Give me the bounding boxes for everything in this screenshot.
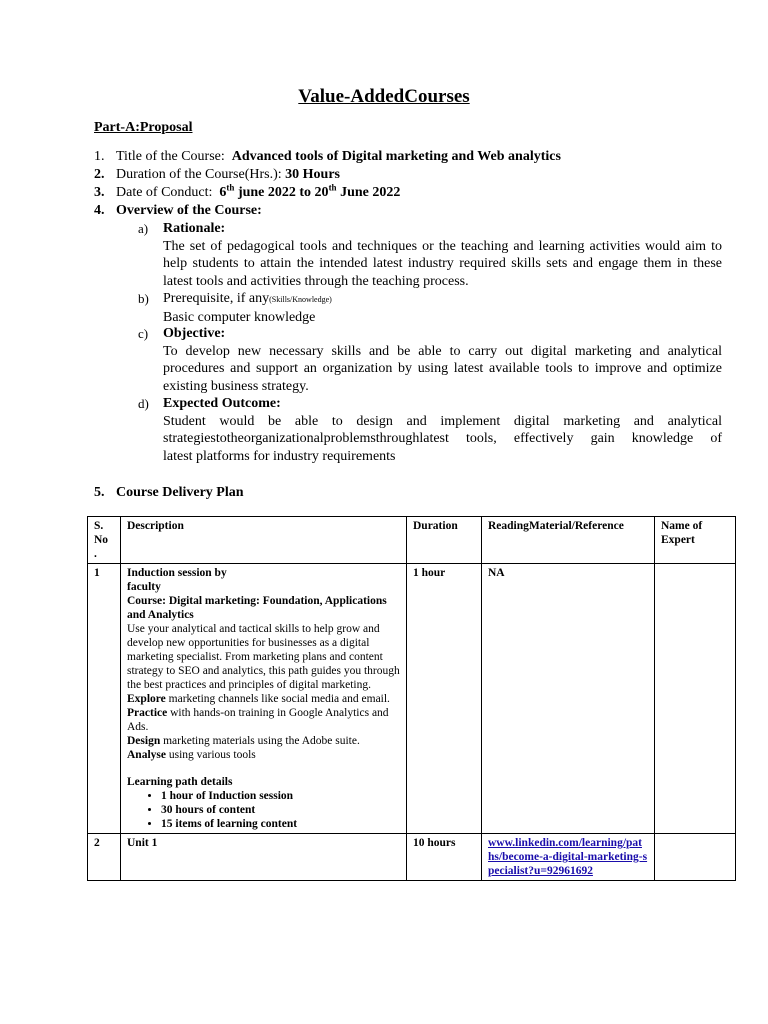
row-duration: 1 hour xyxy=(407,564,482,834)
sub-body: strategiestotheorganizationalproblemsthroughlatest tools, effectively gain knowledge of xyxy=(163,431,722,446)
delivery-plan-heading xyxy=(94,484,244,502)
item-date xyxy=(94,184,400,202)
learning-path-list xyxy=(127,789,400,831)
sub-letter: b) xyxy=(138,291,149,306)
item-label: Duration of the Course(Hrs.): xyxy=(116,167,282,182)
sub-letter: a) xyxy=(138,221,149,236)
header-sno: S. No . xyxy=(88,517,121,564)
item-label: Course Delivery Plan xyxy=(116,485,244,500)
sub-letter: d) xyxy=(138,396,149,411)
part-heading: Part-A:Proposal xyxy=(94,120,193,135)
duration-value: 30 Hours xyxy=(285,167,340,182)
sub-body: Student would be able to design and implement digital marketing and analytical xyxy=(163,413,722,429)
item-number: 1. xyxy=(94,149,105,164)
overview-prerequisite xyxy=(138,290,722,326)
row-sno: 2 xyxy=(88,834,121,881)
item-duration xyxy=(94,166,340,184)
list-item: • 1 hour of Induction session xyxy=(161,789,400,803)
list-item: • 15 items of learning content xyxy=(161,817,400,831)
overview-rationale xyxy=(138,220,722,290)
item-number: 2. xyxy=(94,167,105,182)
header-expert: Name of Expert xyxy=(655,517,736,564)
row-reference xyxy=(482,834,655,881)
sub-letter: c) xyxy=(138,326,149,341)
row-expert xyxy=(655,834,736,881)
sub-body: To develop new necessary skills and be able to carry out digital marketing and analytical procedures and support an organization by using latest available tools to improve and optimize existing business strategy. xyxy=(163,343,722,394)
course-title-value: Advanced tools of Digital marketing and Web analytics xyxy=(231,149,561,164)
sub-body: latest platforms for industry requirements xyxy=(163,448,396,464)
learning-path-heading: Learning path details xyxy=(127,776,233,788)
item-number: 5. xyxy=(94,485,105,500)
sub-body: Basic computer knowledge xyxy=(163,309,316,325)
item-label: Title of the Course: xyxy=(116,149,225,164)
sub-body: The set of pedagogical tools and techniques or the teaching and learning activities would aim to help students to attain the intended latest industry required skills sets and engage them in these latest tools and activities through the teaching process. xyxy=(163,238,722,289)
table-row xyxy=(88,834,736,881)
item-number: 4. xyxy=(94,203,105,218)
table-header-row xyxy=(88,517,736,564)
item-course-title xyxy=(94,148,561,166)
overview-objective xyxy=(138,325,722,395)
sub-title: Prerequisite, if any(Skills/Knowledge) xyxy=(163,291,332,306)
row-reference: NA xyxy=(482,564,655,834)
row-description: Induction session by faculty Course: Digital marketing: Foundation, Applications and Analytics Use your analytical and tactical skills to help grow and develop new opportunities for businesses as a digital marketing specialist. From marketing plans and content strategy to SEO and analytics, this path guides you through the best practices and principles of digital marketing. Explore marketing channels like social media and email. Practice with hands-on training in Google Analytics and Ads. Design marketing materials using the Adobe suite. Analyse using various tools Learning path details • 1 hour of Induction session • 30 hours of content • 15 items of learning content xyxy=(121,564,407,834)
sub-title: Expected Outcome: xyxy=(163,396,281,411)
header-reference: ReadingMaterial/Reference xyxy=(482,517,655,564)
row-duration: 10 hours xyxy=(407,834,482,881)
header-description: Description xyxy=(121,517,407,564)
item-overview xyxy=(94,202,262,220)
page-title: Value-AddedCourses xyxy=(298,86,470,107)
date-value: 6th june 2022 to 20th June 2022 xyxy=(219,182,401,200)
table-row xyxy=(88,564,736,834)
sub-title: Objective: xyxy=(163,326,226,341)
item-label: Overview of the Course: xyxy=(116,203,262,218)
course-delivery-table xyxy=(87,516,736,881)
item-label: Date of Conduct: xyxy=(116,185,213,200)
reference-link[interactable]: www.linkedin.com/learning/paths/become-a-digital-marketing-specialist?u=92961692 xyxy=(488,837,648,877)
overview-outcome xyxy=(138,395,722,465)
item-number: 3. xyxy=(94,185,105,200)
sub-title: Rationale: xyxy=(163,221,226,236)
row-expert xyxy=(655,564,736,834)
header-duration: Duration xyxy=(407,517,482,564)
row-description: Unit 1 xyxy=(121,834,407,881)
list-item: • 30 hours of content xyxy=(161,803,400,817)
row-sno: 1 xyxy=(88,564,121,834)
